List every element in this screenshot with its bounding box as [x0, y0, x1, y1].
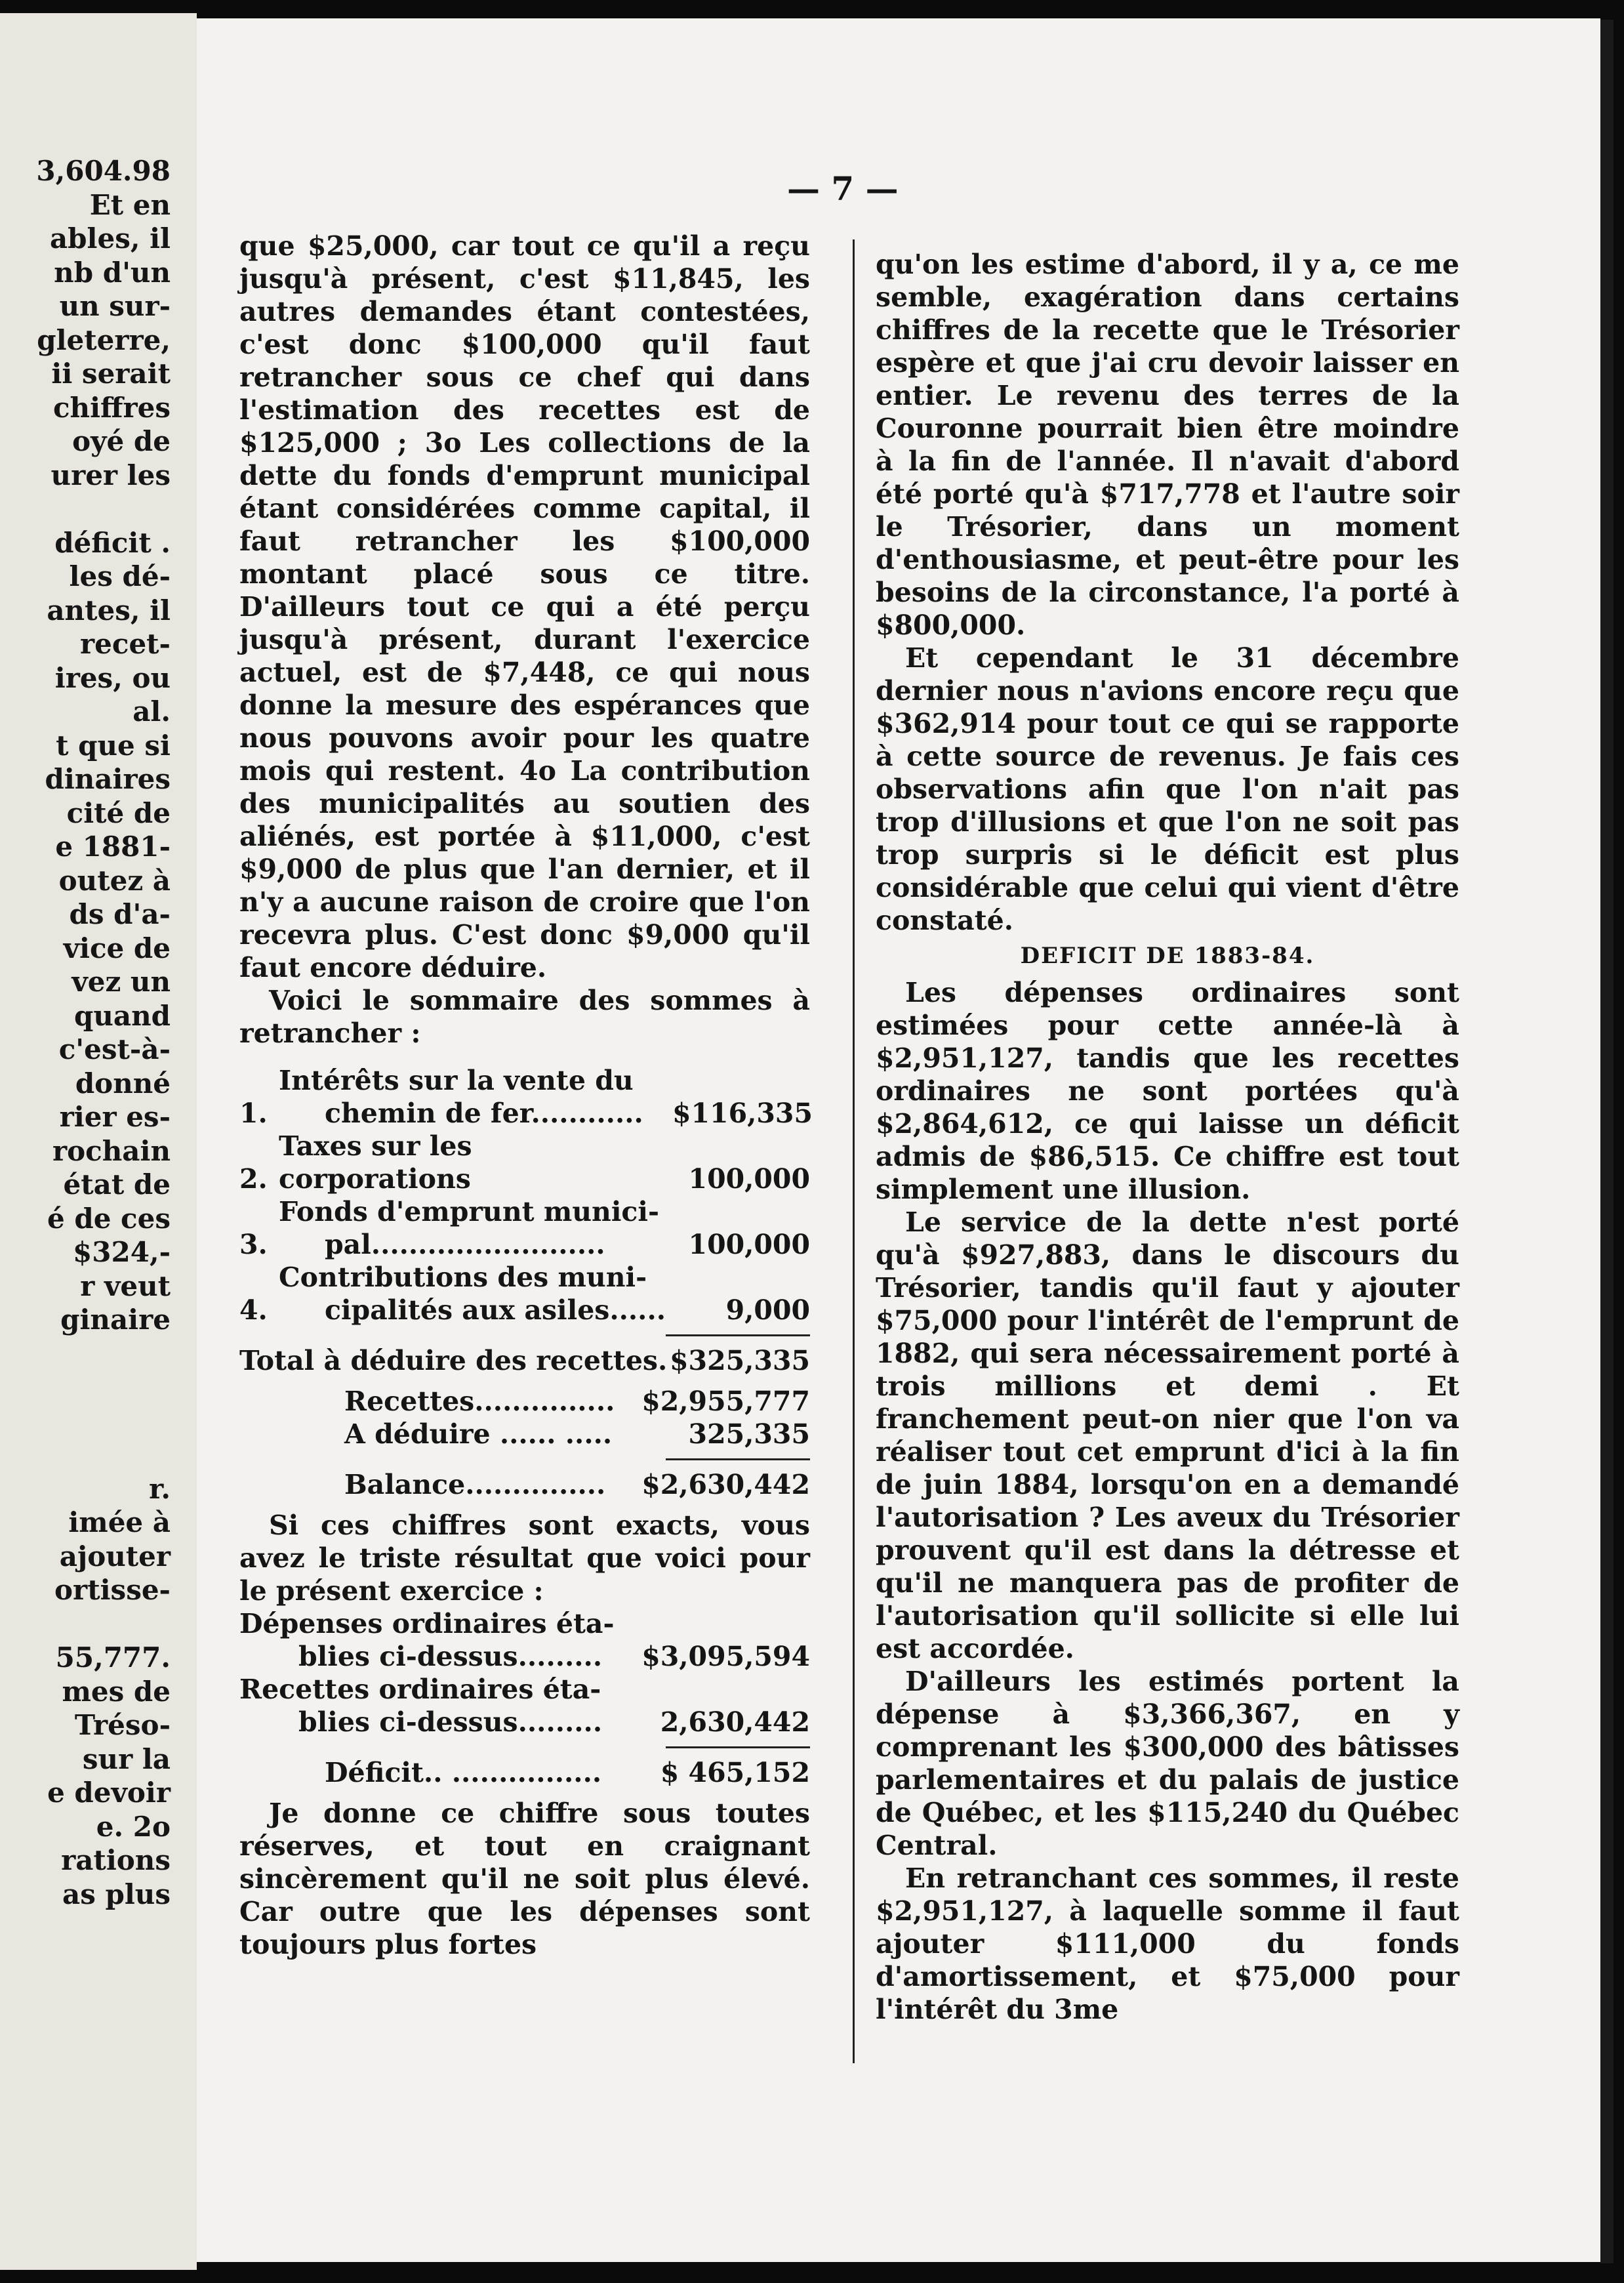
previous-page-line: ortisse-: [54, 1574, 171, 1606]
balance-row: [239, 1468, 810, 1501]
previous-page-edge: [0, 13, 197, 2270]
item-number: 3.: [239, 1229, 268, 1260]
previous-page-line: sur la: [82, 1742, 171, 1775]
previous-page-line: ginaire: [60, 1304, 171, 1336]
previous-page-text: [0, 154, 171, 1911]
previous-page-line: mes de: [62, 1675, 171, 1708]
previous-page-line: as plus: [62, 1878, 171, 1910]
previous-page-line: al.: [132, 695, 171, 728]
deduire-label: A déduire ...... .....: [344, 1418, 613, 1450]
recettes-ordinaires-amount: 2,630,442: [660, 1706, 810, 1738]
previous-page-line: recet-: [80, 628, 171, 660]
item-label-line: Intérêts sur la vente du: [279, 1065, 634, 1096]
previous-page-line: cité de: [66, 796, 171, 829]
recettes-ordinaires-row: [239, 1673, 810, 1738]
recettes-ordinaires-label-line: blies ci-dessus.........: [298, 1706, 603, 1738]
depenses-label-line: Dépenses ordinaires éta-: [239, 1608, 615, 1639]
total-row: [239, 1344, 810, 1377]
recettes-ordinaires-label: [239, 1673, 660, 1738]
previous-page-line: Tréso-: [74, 1709, 171, 1741]
previous-page-line: rations: [61, 1844, 171, 1876]
previous-page-line: e 1881-: [55, 831, 171, 863]
section-title: DEFICIT DE 1883-84.: [1020, 943, 1315, 969]
right-column: [876, 248, 1459, 2026]
item-number: 1.: [239, 1098, 268, 1129]
previous-page-line: nb d'un: [54, 256, 171, 289]
sum-rule: [666, 1458, 810, 1460]
previous-page-line: ires, ou: [54, 661, 171, 694]
previous-page-line: outez à: [58, 864, 171, 897]
previous-page-line: quand: [73, 999, 171, 1032]
item-number: 4.: [239, 1294, 268, 1326]
paragraph: Et cependant le 31 décembre dernier nous n'avions encore reçu que $362,914 pour tout ce qui se rapporte à cette source de revenus. Je fais ces observations afin que l'on n'ait pas trop d'illusions et que l'on ne soit pas trop surpris si le déficit est plus considérable que celui qui vient d'être constaté.: [876, 642, 1459, 936]
previous-page-line: un sur-: [59, 290, 171, 322]
list-item: [239, 1261, 810, 1327]
previous-page-line: e. 2o: [96, 1810, 171, 1843]
previous-page-line: [0, 1337, 171, 1371]
paragraph: Si ces chiffres sont exacts, vous avez le triste résultat que voici pour le présent exercice :: [239, 1510, 810, 1607]
item-label: [279, 1195, 672, 1261]
previous-page-line: gleterre,: [37, 323, 171, 356]
previous-page-line: e devoir: [47, 1777, 171, 1809]
page-number: — 7 —: [787, 169, 899, 208]
previous-page-line: ajouter: [59, 1540, 171, 1573]
deficit-row: [239, 1756, 810, 1789]
item-label-line: pal.........................: [325, 1229, 605, 1260]
paragraph: Voici le sommaire des sommes à retrancher :: [239, 985, 810, 1049]
previous-page-line: [0, 1607, 171, 1641]
previous-page-line: rochain: [52, 1134, 171, 1167]
previous-page-line: déficit .: [54, 526, 171, 559]
item-amount: 100,000: [688, 1229, 810, 1260]
depenses-label: [239, 1607, 641, 1673]
previous-page-line: 3,604.98: [36, 155, 171, 187]
item-label: [279, 1064, 672, 1130]
previous-page-line: vez un: [71, 966, 171, 998]
balance-amount: $2,630,442: [641, 1469, 810, 1500]
balance-label: Balance...............: [344, 1469, 606, 1500]
paragraph: Je donne ce chiffre sous toutes réserves, et tout en craignant sincèrement qu'il ne soit plus élevé. Car outre que les dépenses sont toujours plus fortes: [239, 1798, 810, 1960]
recettes-ordinaires-label-line: Recettes ordinaires éta-: [239, 1674, 601, 1705]
previous-page-line: urer les: [51, 459, 171, 491]
item-amount: 9,000: [725, 1294, 810, 1326]
depenses-row: [239, 1607, 810, 1673]
previous-page-line: état de: [63, 1168, 171, 1201]
previous-page-line: imée à: [68, 1506, 171, 1538]
item-label: Taxes sur les corporations: [279, 1130, 472, 1195]
previous-page-line: vice de: [63, 932, 171, 964]
recettes-row: [239, 1385, 810, 1418]
item-amount: 100,000: [688, 1163, 810, 1195]
deficit-amount: $ 465,152: [660, 1757, 810, 1788]
previous-page-line: ables, il: [49, 222, 171, 255]
paragraph: que $25,000, car tout ce qu'il a reçu jusqu'à présent, c'est $11,845, les autres demandes étant contestées, c'est donc $100,000 qu'il faut retrancher sous ce chef qui dans l'estimation des recettes est de $125,000 ; 3o Les collections de la dette du fonds d'emprunt municipal étant considérées comme capital, il faut retrancher les $100,000 montant placé sous ce titre. D'ailleurs tout ce qui a été perçu jusqu'à présent, durant l'exercice actuel, est de $7,448, ce qui nous donne la mesure des espérances que nous pouvons avoir pour les quatre mois qui restent. 4o La contribution des municipalités au soutien des aliénés, est portée à $11,000, c'est $9,000 de plus que l'an dernier, et il n'y a aucune raison de croire que l'on recevra plus. C'est donc $9,000 qu'il faut encore déduire.: [239, 230, 810, 983]
previous-page-line: [0, 1405, 171, 1439]
paragraph: Le service de la dette n'est porté qu'à $927,883, dans le discours du Trésorier, tandis qu'il faut y ajouter $75,000 pour l'intérêt de l'emprunt de 1882, qui sera nécessairement porté à trois millions et demi . Et franchement peut-on nier que l'on va réaliser tout cet emprunt d'ici à la fin de juin 1884, lorsqu'on en a demandé l'autorisation ? Les aveux du Trésorier prouvent qu'il est dans la détresse et qu'il ne manquera pas de profiter de l'autorisation qu'il sollicite si elle lui est accordée.: [876, 1206, 1459, 1664]
list-item: [239, 1130, 810, 1195]
previous-page-line: donné: [75, 1067, 171, 1100]
previous-page-line: dinaires: [45, 763, 171, 795]
previous-page-line: é de ces: [47, 1202, 171, 1235]
page-edge-shadow: [1600, 20, 1614, 2263]
paragraph: Les dépenses ordinaires sont estimées pour cette année-là à $2,951,127, tandis que les recettes ordinaires ne sont portées qu'à $2,864,612, ce qui laisse un déficit admis de $86,515. Ce chiffre est tout simplement une illusion.: [876, 977, 1459, 1205]
previous-page-line: rier es-: [59, 1101, 171, 1133]
previous-page-line: chiffres: [52, 391, 171, 424]
depenses-label-line: blies ci-dessus.........: [298, 1641, 603, 1672]
item-label-line: Fonds d'emprunt munici-: [279, 1196, 659, 1227]
item-label: [279, 1261, 672, 1327]
total-amount: $325,335: [670, 1345, 810, 1376]
sum-rule: [666, 1334, 810, 1336]
previous-page-line: 55,777.: [55, 1641, 171, 1674]
item-label-line: chemin de fer............: [325, 1098, 643, 1129]
left-column: [239, 230, 813, 1961]
previous-page-line: [0, 1438, 171, 1472]
previous-page-line: Et en: [89, 188, 171, 221]
paragraph: D'ailleurs les estimés portent la dépense à $3,366,367, en y comprenant les $300,000 des bâtisses parlementaires et du palais de justice de Québec, et les $115,240 du Québec Central.: [876, 1666, 1459, 1861]
previous-page-line: t que si: [56, 729, 171, 762]
column-divider: [853, 239, 855, 2063]
deduire-row: [239, 1418, 810, 1450]
paragraph: qu'on les estime d'abord, il y a, ce me semble, exagération dans certains chiffres de la recette que le Trésorier espère et que j'ai cru devoir laisser en entier. Le revenu des terres de la Couronne pourrait bien être moindre à la fin de l'année. Il n'avait d'abord été porté qu'à $717,778 et l'autre soir le Trésorier, dans un moment d'enthousiasme, et peut-être pour les besoins de la circonstance, l'a porté à $800,000.: [876, 249, 1459, 641]
previous-page-line: c'est-à-: [58, 1033, 171, 1065]
depenses-amount: $3,095,594: [641, 1641, 810, 1672]
item-amount: $116,335: [672, 1098, 813, 1129]
deduction-list: [239, 1064, 813, 1327]
previous-page-line: $324,-: [73, 1236, 171, 1268]
previous-page-line: ii serait: [51, 358, 171, 390]
list-item: [239, 1195, 810, 1261]
deficit-label: Déficit.. ................: [325, 1757, 602, 1788]
previous-page-line: [0, 492, 171, 526]
item-number: 2.: [239, 1163, 268, 1195]
previous-page-line: [0, 1370, 171, 1405]
deduire-amount: 325,335: [688, 1418, 810, 1450]
previous-page-line: oyé de: [72, 425, 171, 457]
sum-rule: [666, 1746, 810, 1748]
previous-page-line: r.: [149, 1472, 171, 1505]
paragraph: En retranchant ces sommes, il reste $2,951,127, à laquelle somme il faut ajouter $111,000 du fonds d'amortissement, et $75,000 pour l'intérêt du 3me: [876, 1862, 1459, 2025]
previous-page-line: ds d'a-: [69, 898, 171, 930]
item-label-line: Contributions des muni-: [279, 1262, 647, 1293]
previous-page-line: r veut: [80, 1269, 171, 1302]
total-label: Total à déduire des recettes.: [239, 1345, 668, 1376]
recettes-amount: $2,955,777: [641, 1386, 810, 1417]
previous-page-line: antes, il: [47, 594, 171, 627]
recettes-label: Recettes...............: [344, 1386, 615, 1417]
item-label-line: cipalités aux asiles......: [325, 1294, 666, 1326]
list-item: [239, 1064, 813, 1130]
previous-page-line: les dé-: [69, 560, 171, 592]
